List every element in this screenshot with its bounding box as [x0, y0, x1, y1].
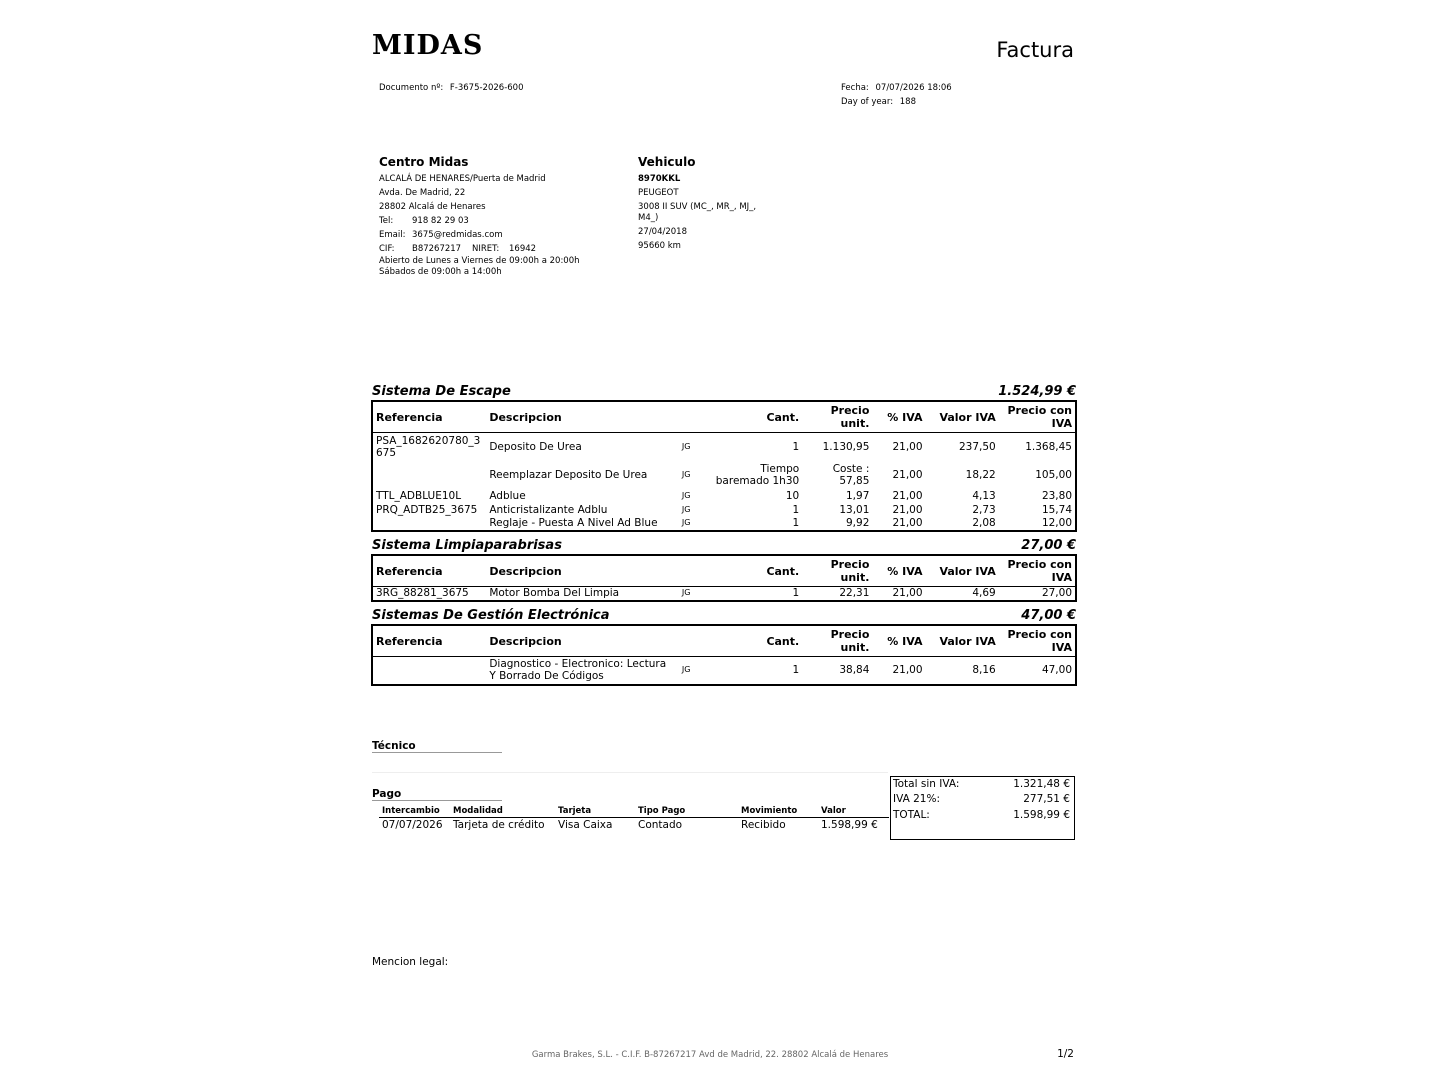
tel-value: 918 82 29 03 [412, 216, 469, 226]
cell-unit-price: 22,31 [839, 587, 870, 600]
cell-qty: 10 [785, 489, 800, 502]
total-label: TOTAL: [893, 809, 930, 821]
table-row [372, 657, 1076, 685]
cell-qty: 1 [792, 587, 800, 600]
payment-valor: 1.598,99 € [821, 819, 878, 831]
payment-tipo-pago: Contado [638, 819, 683, 831]
col-precio-unit: Precio unit. [802, 555, 872, 587]
shop-cif [379, 242, 599, 256]
cell-iva-pct: 21,00 [892, 468, 923, 481]
table-row [372, 461, 1076, 489]
col-precio-unit: Precio unit. [802, 401, 872, 433]
date-label: Fecha: [841, 83, 869, 93]
table-row [372, 517, 1076, 531]
cell-iva-value: 237,50 [958, 440, 996, 453]
section-total: 47,00 € [1021, 608, 1076, 623]
section-header [372, 608, 1076, 625]
iva-value: 277,51 € [1023, 793, 1070, 805]
cell-iva-value: 4,69 [972, 587, 996, 600]
cell-qty: Tiempo baremado 1h30 [715, 462, 800, 487]
cell-desc: Anticristalizante Adblu [489, 503, 608, 516]
col-descripcion: Descripcion [486, 625, 707, 657]
items-table [371, 554, 1077, 602]
payment-row [379, 818, 889, 833]
shop-address-2: Avda. De Madrid, 22 [379, 188, 466, 198]
cell-tech: JG [681, 490, 691, 500]
cell-ref [372, 657, 486, 685]
cell-iva-value: 2,08 [972, 517, 996, 529]
payment-col-tarjeta: Tarjeta [555, 806, 635, 818]
vehicle-plate: 8970KKL [638, 174, 681, 184]
midas-logo: MIDAS [372, 30, 484, 61]
col-valor-iva: Valor IVA [926, 625, 999, 657]
cell-ref [372, 461, 486, 489]
cell-tech: JG [681, 588, 691, 598]
cell-iva-pct: 21,00 [892, 517, 923, 529]
subtotal-value: 1.321,48 € [1013, 778, 1070, 790]
email-value: 3675@redmidas.com [412, 230, 503, 240]
shop-address-3: 28802 Alcalá de Henares [379, 202, 486, 212]
table-row [372, 503, 1076, 517]
cell-total: 105,00 [1035, 468, 1072, 481]
iva-label: IVA 21%: [893, 793, 941, 805]
day-label: Day of year: [841, 97, 894, 107]
cell-tech: JG [681, 469, 691, 479]
cell-tech: JG [681, 504, 691, 514]
items-header-row [372, 555, 1076, 587]
col-iva-pct: % IVA [872, 625, 925, 657]
email-label: Email: [379, 230, 406, 240]
col-valor-iva: Valor IVA [926, 401, 999, 433]
cell-qty: 1 [792, 664, 800, 677]
cell-iva-value: 2,73 [972, 503, 996, 516]
col-referencia: Referencia [372, 625, 486, 657]
shop-address-1: ALCALÁ DE HENARES/Puerta de Madrid [379, 174, 546, 184]
cell-iva-value: 4,13 [972, 489, 996, 502]
cell-tech: JG [681, 665, 691, 675]
cell-desc: Motor Bomba Del Limpia [489, 587, 620, 600]
totals-box [890, 776, 1075, 840]
shop-hours-1: Abierto de Lunes a Viernes de 09:00h a 20:00h [379, 256, 580, 266]
tecnico-divider [372, 772, 888, 773]
section-name: Sistema De Escape [372, 384, 511, 399]
cell-unit-price: 9,92 [846, 517, 870, 529]
cell-desc: Diagnostico - Electronico: Lectura Y Borrado De Códigos [489, 658, 667, 683]
vehicle-date: 27/04/2018 [638, 227, 687, 237]
cell-total: 1.368,45 [1025, 440, 1072, 453]
cell-iva-pct: 21,00 [892, 587, 923, 600]
document-number-label: Documento nº: [379, 83, 444, 93]
cell-total: 27,00 [1041, 587, 1072, 600]
document-number-value: F-3675-2026-600 [449, 83, 524, 93]
section-name: Sistemas De Gestión Electrónica [372, 608, 610, 623]
total-value: 1.598,99 € [1013, 809, 1070, 821]
cell-iva-pct: 21,00 [892, 489, 923, 502]
cell-unit-price: Coste : 57,85 [832, 462, 870, 487]
tel-label: Tel: [379, 216, 394, 226]
document-date-block [841, 81, 952, 109]
shop-tel [379, 214, 599, 228]
cell-iva-pct: 21,00 [892, 440, 923, 453]
cell-total: 12,00 [1041, 517, 1072, 529]
page-number: 1/2 [1057, 1048, 1074, 1060]
cell-qty: 1 [792, 503, 800, 516]
col-descripcion: Descripcion [486, 555, 707, 587]
cell-ref [372, 517, 486, 531]
subtotal-row [893, 778, 1070, 793]
cell-desc: Reglaje - Puesta A Nivel Ad Blue [489, 517, 658, 529]
cell-tech: JG [681, 441, 691, 451]
document-number [379, 81, 523, 95]
section-total: 1.524,99 € [998, 384, 1076, 399]
table-row [372, 433, 1076, 461]
cell-desc: Deposito De Urea [489, 440, 582, 453]
day-value: 188 [899, 97, 916, 107]
niret-value: 16942 [509, 244, 537, 254]
section-total: 27,00 € [1021, 538, 1076, 553]
col-cantidad: Cant. [707, 555, 802, 587]
col-precio-con-iva: Precio con IVA [999, 555, 1076, 587]
section-header [372, 384, 1076, 401]
col-descripcion: Descripcion [486, 401, 707, 433]
payment-intercambio: 07/07/2026 [382, 819, 443, 831]
items-table [371, 400, 1077, 532]
items-header-row [372, 401, 1076, 433]
vehicle-info [638, 155, 768, 253]
date-value: 07/07/2026 18:06 [875, 83, 952, 93]
vehicle-km: 95660 km [638, 241, 681, 251]
cell-iva-value: 8,16 [972, 664, 996, 677]
shop-hours-2: Sábados de 09:00h a 14:00h [379, 267, 502, 277]
day-of-year [841, 95, 952, 109]
cell-desc: Reemplazar Deposito De Urea [489, 468, 648, 481]
col-precio-unit: Precio unit. [802, 625, 872, 657]
payment-col-intercambio: Intercambio [379, 806, 450, 818]
subtotal-label: Total sin IVA: [893, 778, 960, 790]
payment-title: Pago [372, 788, 502, 801]
section-name: Sistema Limpiaparabrisas [372, 538, 562, 553]
cell-qty: 1 [792, 517, 800, 529]
payment-tarjeta: Visa Caixa [558, 819, 613, 831]
payment-col-tipo-pago: Tipo Pago [635, 806, 738, 818]
cell-iva-value: 18,22 [965, 468, 996, 481]
payment-header-row [379, 806, 889, 818]
cell-ref: TTL_ADBLUE10L [376, 489, 462, 502]
cell-total: 47,00 [1041, 664, 1072, 677]
cif-label: CIF: [379, 244, 395, 254]
section-header [372, 538, 1076, 555]
cell-unit-price: 13,01 [839, 503, 870, 516]
col-referencia: Referencia [372, 555, 486, 587]
cell-ref: 3RG_88281_3675 [376, 587, 469, 600]
table-row [372, 587, 1076, 601]
payment-table [379, 806, 889, 832]
payment-col-modalidad: Modalidad [450, 806, 555, 818]
cell-qty: 1 [792, 440, 800, 453]
col-iva-pct: % IVA [872, 401, 925, 433]
cell-iva-pct: 21,00 [892, 664, 923, 677]
cell-unit-price: 1.130,95 [822, 440, 870, 453]
payment-movimiento: Recibido [741, 819, 786, 831]
payment-col-valor: Valor [818, 806, 889, 818]
cell-unit-price: 38,84 [839, 664, 870, 677]
col-valor-iva: Valor IVA [926, 555, 999, 587]
cell-ref: PSA_1682620780_3675 [376, 434, 481, 459]
payment-modalidad: Tarjeta de crédito [453, 819, 545, 831]
shop-title: Centro Midas [379, 155, 469, 169]
payment-col-movimiento: Movimiento [738, 806, 818, 818]
col-cantidad: Cant. [707, 625, 802, 657]
cif-value: B87267217 [412, 244, 462, 254]
shop-email [379, 228, 599, 242]
document-date [841, 81, 952, 95]
col-precio-con-iva: Precio con IVA [999, 401, 1076, 433]
vehicle-brand: PEUGEOT [638, 188, 679, 198]
col-cantidad: Cant. [707, 401, 802, 433]
tecnico-label: Técnico [372, 740, 502, 753]
items-header-row [372, 625, 1076, 657]
items-table [371, 624, 1077, 686]
footer-company: Garma Brakes, S.L. - C.I.F. B-87267217 Avd de Madrid, 22. 28802 Alcalá de Henares [531, 1050, 889, 1060]
col-referencia: Referencia [372, 401, 486, 433]
table-row [372, 489, 1076, 503]
legal-mention: Mencion legal: [372, 956, 449, 968]
cell-total: 23,80 [1041, 489, 1072, 502]
col-iva-pct: % IVA [872, 555, 925, 587]
document-title: Factura [996, 38, 1074, 62]
cell-ref: PRQ_ADTB25_3675 [376, 503, 478, 516]
cell-tech: JG [681, 518, 691, 527]
cell-total: 15,74 [1041, 503, 1072, 516]
vehicle-model: 3008 II SUV (MC_, MR_, MJ_, M4_) [638, 202, 757, 223]
cell-iva-pct: 21,00 [892, 503, 923, 516]
vehicle-title: Vehiculo [638, 155, 696, 169]
cell-desc: Adblue [489, 489, 526, 502]
niret-label: NIRET: [472, 244, 500, 254]
iva-row [893, 793, 1070, 808]
cell-unit-price: 1,97 [846, 489, 870, 502]
col-precio-con-iva: Precio con IVA [999, 625, 1076, 657]
total-row [893, 809, 1070, 824]
shop-info [379, 155, 599, 278]
